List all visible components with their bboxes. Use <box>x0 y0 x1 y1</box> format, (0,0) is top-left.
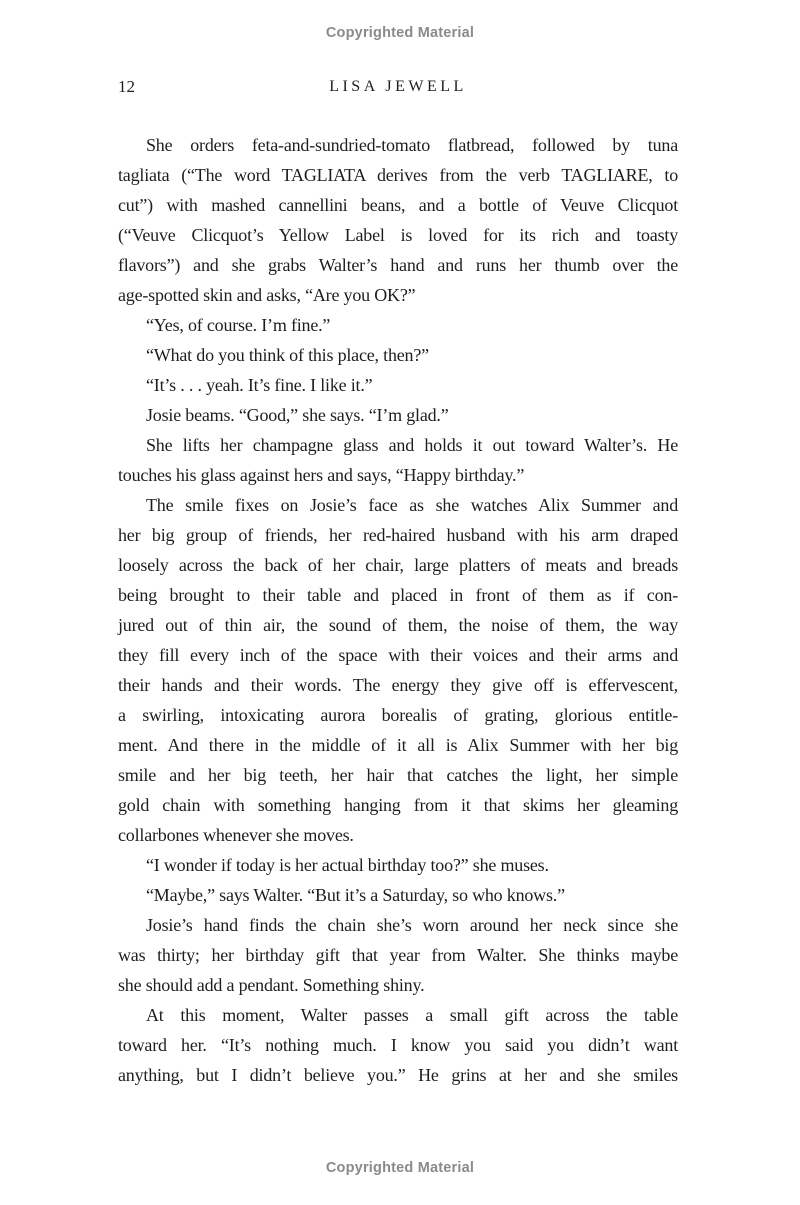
text-line: their hands and their words. The energy they give off is effervescent, <box>118 675 678 695</box>
running-header-author: LISA JEWELL <box>329 78 467 95</box>
text-line: gold chain with something hanging from it that skims her gleaming <box>118 795 678 815</box>
text-line: anything, but I didn’t believe you.” He grins at her and she smiles <box>118 1065 678 1085</box>
paragraph <box>118 340 678 370</box>
text-line: “Maybe,” says Walter. “But it’s a Saturday, so who knows.” <box>146 885 565 905</box>
text-line: Josie’s hand finds the chain she’s worn around her neck since she <box>146 915 678 935</box>
paragraph <box>118 400 678 430</box>
text-line: ment. And there in the middle of it all is Alix Summer with her big <box>118 735 678 755</box>
text-line: loosely across the back of her chair, large platters of meats and breads <box>118 555 678 575</box>
paragraph <box>118 910 678 1000</box>
text-line: her big group of friends, her red-haired husband with his arm draped <box>118 525 678 545</box>
text-line: She lifts her champagne glass and holds it out toward Walter’s. He <box>146 435 678 455</box>
paragraph <box>118 310 678 340</box>
text-line: She orders feta-and-sundried-tomato flatbread, followed by tuna <box>146 135 678 155</box>
copyright-notice-top: Copyrighted Material <box>325 25 475 41</box>
text-line: tagliata (“The word TAGLIATA derives from the verb TAGLIARE, to <box>118 165 678 185</box>
paragraph <box>118 490 678 850</box>
text-line: was thirty; her birthday gift that year from Walter. She thinks maybe <box>118 945 678 965</box>
text-line: “It’s . . . yeah. It’s fine. I like it.” <box>146 375 373 395</box>
paragraph <box>118 1000 678 1090</box>
text-line: The smile fixes on Josie’s face as she watches Alix Summer and <box>146 495 678 515</box>
text-line: age-spotted skin and asks, “Are you OK?” <box>118 285 416 305</box>
paragraph <box>118 430 678 490</box>
text-line: she should add a pendant. Something shiny. <box>118 975 425 995</box>
text-line: “What do you think of this place, then?” <box>146 345 429 365</box>
copyright-notice-bottom: Copyrighted Material <box>325 1160 475 1176</box>
text-line: toward her. “It’s nothing much. I know you said you didn’t want <box>118 1035 678 1055</box>
text-line: jured out of thin air, the sound of them, the noise of them, the way <box>118 615 678 635</box>
running-header <box>118 76 678 98</box>
text-line: smile and her big teeth, her hair that catches the light, her simple <box>118 765 678 785</box>
paragraph <box>118 130 678 310</box>
text-line: Josie beams. “Good,” she says. “I’m glad.” <box>146 405 449 425</box>
text-line: a swirling, intoxicating aurora borealis of grating, glorious entitle- <box>118 705 678 725</box>
paragraph <box>118 370 678 400</box>
text-line: At this moment, Walter passes a small gift across the table <box>146 1005 678 1025</box>
text-line: being brought to their table and placed in front of them as if con- <box>118 585 678 605</box>
text-line: (“Veuve Clicquot’s Yellow Label is loved for its rich and toasty <box>118 225 678 245</box>
page-number: 12 <box>118 77 135 96</box>
text-line: “I wonder if today is her actual birthday too?” she muses. <box>146 855 549 875</box>
text-line: flavors”) and she grabs Walter’s hand and runs her thumb over the <box>118 255 678 275</box>
paragraph <box>118 880 678 910</box>
body-text <box>118 130 678 1090</box>
text-line: cut”) with mashed cannellini beans, and a bottle of Veuve Clicquot <box>118 195 678 215</box>
text-line: “Yes, of course. I’m fine.” <box>146 315 331 335</box>
paragraph <box>118 850 678 880</box>
text-line: touches his glass against hers and says, “Happy birthday.” <box>118 465 525 485</box>
text-line: they fill every inch of the space with their voices and their arms and <box>118 645 678 665</box>
text-line: collarbones whenever she moves. <box>118 825 354 845</box>
